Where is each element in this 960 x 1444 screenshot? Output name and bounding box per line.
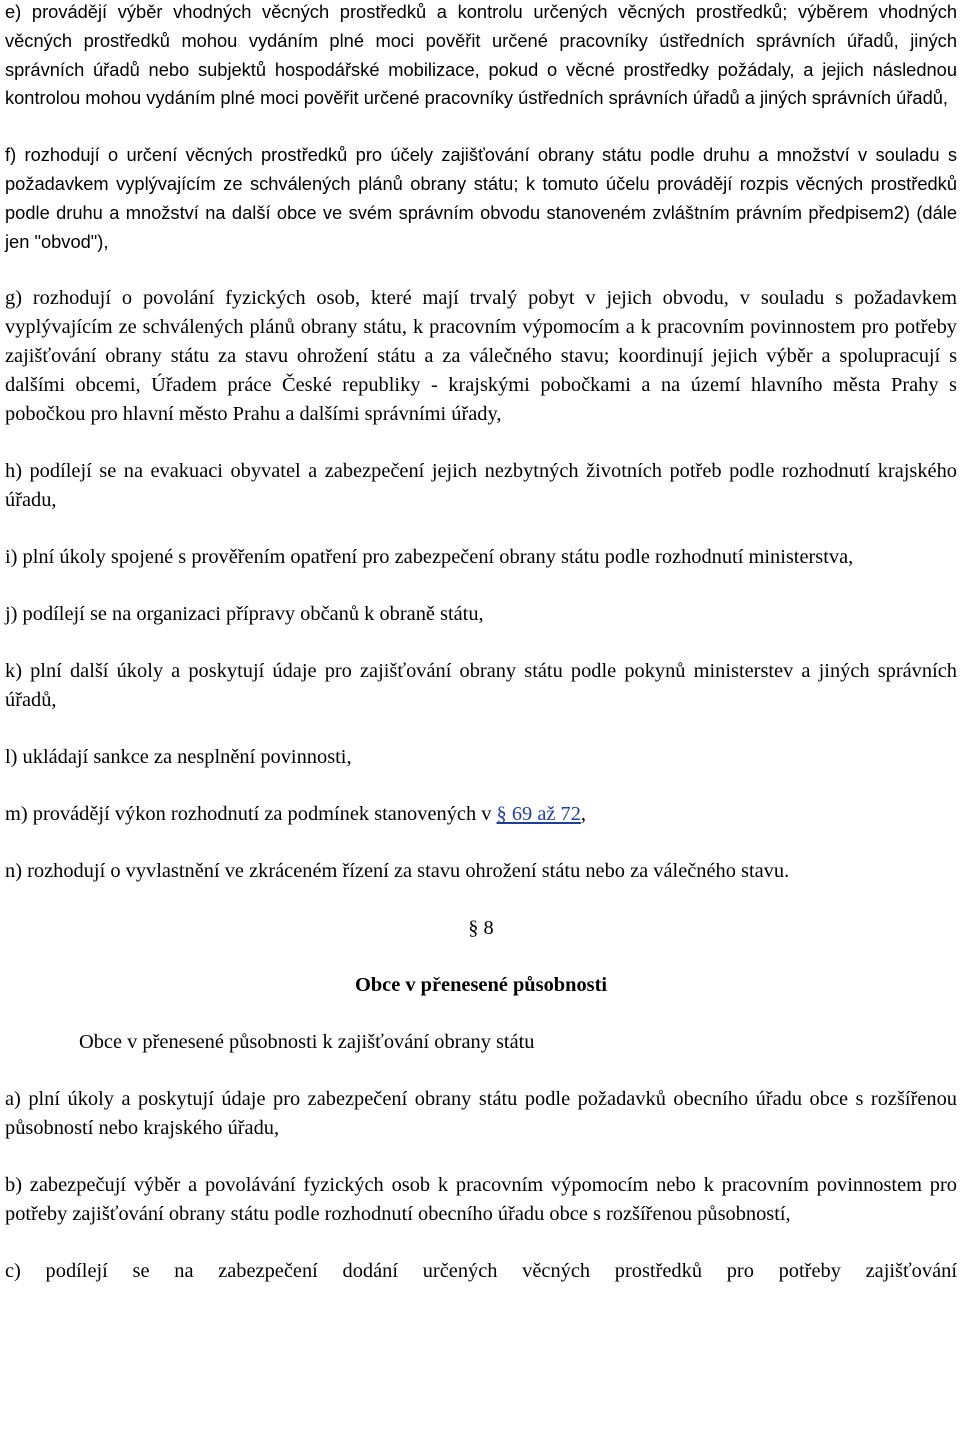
item-e: e) provádějí výběr vhodných věcných prostředků a kontrolu určených věcných prostředků; výběrem vhodných věcných prostředků mohou vydáním plné moci pověřit určené pracovníky ústředních správních úřadů, jiných správních úřadů nebo subjektů hospodářské mobilizace, pokud o věcné prostředky požádaly, a jejich následnou kontrolou mohou vydáním plné moci pověřit určené pracovníky ústředních správních úřadů a jiných správních úřadů, — [5, 1, 957, 109]
document-page — [5, 0, 957, 1286]
item-h: h) podílejí se na evakuaci obyvatel a zabezpečení jejich nezbytných životních potřeb podle rozhodnutí krajského úřadu, — [5, 460, 957, 512]
item-l: l) ukládají sankce za nesplnění povinnosti, — [5, 746, 352, 769]
item-i: i) plní úkoly spojené s prověřením opatření pro zabezpečení obrany státu podle rozhodnutí ministerstva, — [5, 546, 854, 569]
item-j: j) podílejí se na organizaci přípravy občanů k obraně státu, — [5, 603, 484, 626]
item-m — [5, 800, 957, 829]
item-f: f) rozhodují o určení věcných prostředků pro účely zajišťování obrany státu podle druhu a množství v souladu s požadavkem vyplývajícím ze schválených plánů obrany státu; k tomuto účelu provádějí rozpis věcných prostředků podle druhu a množství na další obce ve svém správním obvodu stanoveném zvláštním právním předpisem2) (dále jen "obvod"), — [5, 144, 957, 252]
item-m-text: m) provádějí výkon rozhodnutí za podmínek stanovených v — [5, 803, 497, 826]
item-g: g) rozhodují o povolání fyzických osob, které mají trvalý pobyt v jejich obvodu, v souladu s požadavkem vyplývajícím ze schválených plánů obrany státu, k pracovním výpomocím a k pracovním povinnostem pro potřeby zajišťování obrany státu za stavu ohrožení státu a za válečného stavu; koordinují jejich výběr a spolupracují s dalšími obcemi, Úřadem práce České republiky - krajskými pobočkami a na území hlavního města Prahy s pobočkou pro hlavní město Prahu a dalšími správními úřady, — [5, 287, 957, 426]
section-title: Obce v přenesené působnosti — [354, 974, 608, 997]
item-c: c) podílejí se na zabezpečení dodání určených věcných prostředků pro potřeby zajišťování — [5, 1260, 957, 1283]
section-intro: Obce v přenesené působnosti k zajišťování obrany státu — [79, 1031, 535, 1054]
item-k: k) plní další úkoly a poskytují údaje pro zajišťování obrany státu podle pokynů ministerstev a jiných správních úřadů, — [5, 660, 957, 712]
item-a: a) plní úkoly a poskytují údaje pro zabezpečení obrany státu podle požadavků obecního úřadu obce s rozšířenou působností nebo krajského úřadu, — [5, 1088, 957, 1140]
item-b: b) zabezpečují výběr a povolávání fyzických osob k pracovním výpomocím nebo k pracovním povinnostem pro potřeby zajišťování obrany státu podle rozhodnutí obecního úřadu obce s rozšířenou působností, — [5, 1174, 957, 1226]
item-m-end: , — [580, 803, 587, 826]
section-reference-link[interactable]: § 69 až 72 — [496, 803, 581, 826]
section-number: § 8 — [468, 917, 494, 940]
item-n: n) rozhodují o vyvlastnění ve zkráceném řízení za stavu ohrožení státu nebo za válečného stavu. — [5, 860, 790, 883]
